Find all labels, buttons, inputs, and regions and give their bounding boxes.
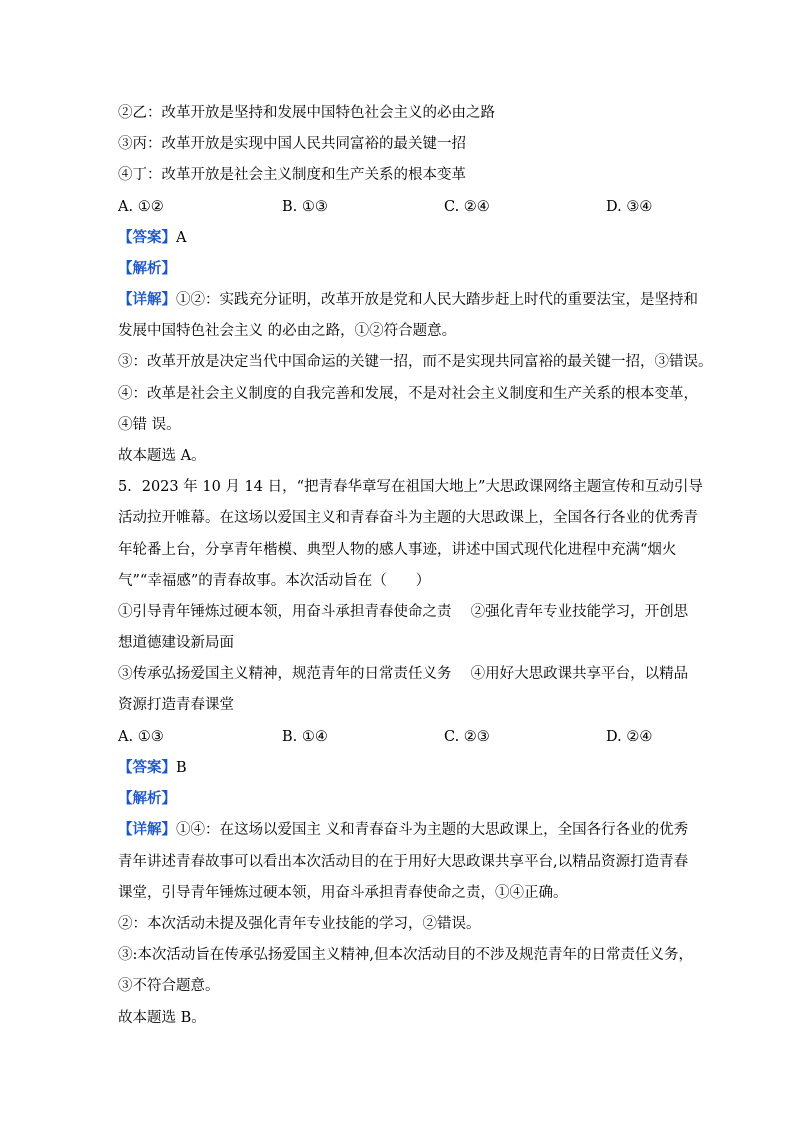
detail-line [118,290,698,310]
choice-statement: 想道德建设新局面 [118,635,234,651]
answer-value: B [176,760,187,776]
option-c: C. ②③ [444,729,490,745]
option-a: A. ①② [118,199,164,215]
detail-text: 青年讲述青春故事可以看出本次活动目的在于用好大思政课共享平台,以精品资源打造青春 [118,854,689,870]
statement-2: ②乙：改革开放是坚持和发展中国特色社会主义的必由之路 [118,105,495,121]
question-stem: 年轮番上台，分享青年楷模、典型人物的感人事迹，讲述中国式现代化进程中充满“烟火 [118,542,677,558]
detail-text: ④错 误。 [118,417,181,433]
detail-text: ①②：实践充分证明，改革开放是党和人民大踏步赶上时代的重要法宝，是坚持和 [176,292,698,308]
analysis-tag: 【解析】 [118,260,176,277]
choice-statement: ①引导青年锤炼过硬本领，用奋斗承担青春使命之责 ②强化青年专业技能学习，开创思 [118,604,689,620]
choice-statement: 资源打造青春课堂 [118,697,234,713]
conclusion: 故本题选 A。 [118,448,206,464]
question-stem: 5．2023 年 10 月 14 日，“把青春华章写在祖国大地上”大思政课网络主题宣传和互动引导 [118,479,703,495]
detail-text: 课堂，引导青年锤炼过硬本领，用奋斗承担青春使命之责，①④正确。 [118,885,568,901]
question-stem: 活动拉开帷幕。在这场以爱国主义和青春奋斗为主题的大思政课上，全国各行各业的优秀青 [118,510,698,526]
analysis-heading [118,259,176,279]
analysis-heading [118,789,176,809]
detail-text: ③不符合题意。 [118,978,220,994]
option-a: A. ①③ [118,729,164,745]
analysis-tag: 【解析】 [118,790,176,807]
statement-3: ③丙：改革开放是实现中国人民共同富裕的最关键一招 [118,136,466,152]
answer-line [118,228,186,248]
question-stem: 气”“幸福感”的青春故事。本次活动旨在（ ） [118,573,431,589]
detail-text: ③:本次活动旨在传承弘扬爱国主义精神,但本次活动目的不涉及规范青年的日常责任义务， [118,947,693,963]
detail-text: ②：本次活动未提及强化青年专业技能的学习，②错误。 [118,916,481,932]
option-d: D. ③④ [606,199,653,215]
detail-tag: 【详解】 [118,291,176,308]
detail-line [118,820,688,840]
option-d: D. ②④ [606,729,653,745]
detail-text: ①④：在这场以爱国主 义和青春奋斗为主题的大思政课上，全国各行各业的优秀 [176,822,689,838]
detail-tag: 【详解】 [118,821,176,838]
option-b: B. ①④ [282,729,328,745]
option-c: C. ②④ [444,199,490,215]
answer-value: A [176,230,187,246]
choice-statement: ③传承弘扬爱国主义精神，规范青年的日常责任义务 ④用好大思政课共享平台，以精品 [118,666,689,682]
detail-text: ③：改革开放是决定当代中国命运的关键一招，而不是实现共同富裕的最关键一招，③错误。 [118,354,713,370]
answer-line [118,758,187,778]
answer-tag: 【答案】 [118,229,176,246]
option-b: B. ①③ [282,199,328,215]
answer-tag: 【答案】 [118,759,176,776]
conclusion: 故本题选 B。 [118,1010,206,1026]
statement-4: ④丁：改革开放是社会主义制度和生产关系的根本变革 [118,167,466,183]
detail-text: ④：改革是社会主义制度的自我完善和发展，不是对社会主义制度和生产关系的根本变革， [118,386,698,402]
detail-text: 发展中国特色社会主义 的必由之路，①②符合题意。 [118,323,457,339]
